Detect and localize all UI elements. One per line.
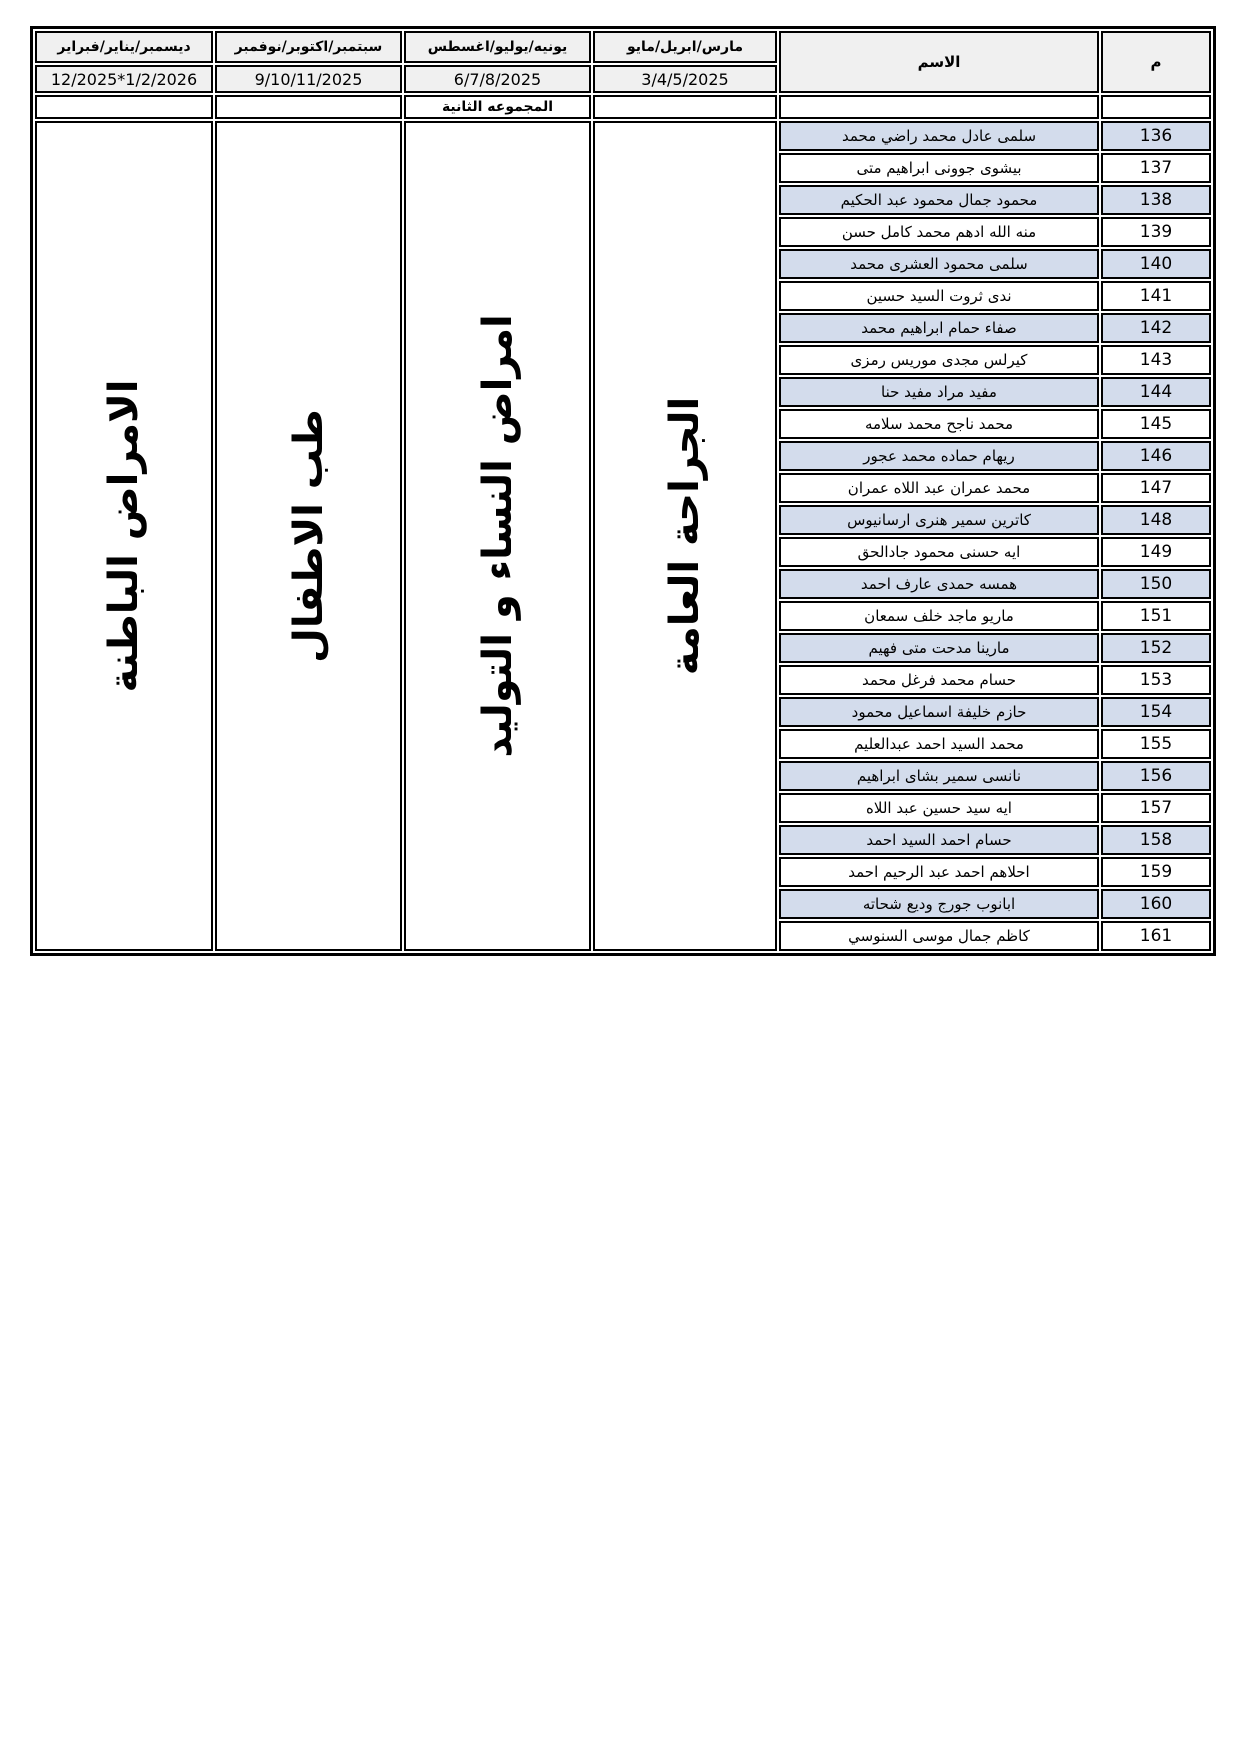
row-number-cell: 139 [1101, 217, 1211, 247]
empty-cell [593, 95, 777, 119]
empty-cell [35, 95, 213, 119]
empty-cell [1101, 95, 1211, 119]
month-header-mar-apr-may: مارس/ابريل/مايو [593, 31, 777, 63]
row-number-cell: 149 [1101, 537, 1211, 567]
department-label-internal-medicine: الامراض الباطنة [101, 379, 147, 693]
serial-column-header: م [1101, 31, 1211, 93]
name-cell: محمد ناجح محمد سلامه [779, 409, 1099, 439]
row-number-cell: 151 [1101, 601, 1211, 631]
name-cell: سلمى عادل محمد راضي محمد [779, 121, 1099, 151]
row-number-cell: 161 [1101, 921, 1211, 951]
department-label-obgyn: امراض النساء و التوليد [474, 314, 521, 758]
row-number-cell: 153 [1101, 665, 1211, 695]
name-cell: صفاء حمام ابراهيم محمد [779, 313, 1099, 343]
row-number-cell: 155 [1101, 729, 1211, 759]
name-cell: همسه حمدى عارف احمد [779, 569, 1099, 599]
department-cell-obgyn [404, 121, 591, 951]
row-number-cell: 137 [1101, 153, 1211, 183]
department-cell-internal-medicine [35, 121, 213, 951]
name-cell: ايه حسنى محمود جادالحق [779, 537, 1099, 567]
name-column-header: الاسم [779, 31, 1099, 93]
row-number-cell: 136 [1101, 121, 1211, 151]
month-header-jun-jul-aug: يونيه/يوليو/اغسطس [404, 31, 591, 63]
header-row-months [35, 31, 1211, 63]
row-number-cell: 142 [1101, 313, 1211, 343]
name-cell: حسام احمد السيد احمد [779, 825, 1099, 855]
department-cell-pediatrics [215, 121, 402, 951]
name-cell: محمد السيد احمد عبدالعليم [779, 729, 1099, 759]
date-range-sep-oct-nov: 9/10/11/2025 [215, 65, 402, 93]
row-number-cell: 150 [1101, 569, 1211, 599]
department-label-general-surgery: الجراحة العامة [662, 396, 708, 676]
row-number-cell: 160 [1101, 889, 1211, 919]
name-cell: احلاهم احمد عبد الرحيم احمد [779, 857, 1099, 887]
row-number-cell: 144 [1101, 377, 1211, 407]
month-header-dec-jan-feb: ديسمبر/يناير/فبراير [35, 31, 213, 63]
name-cell: كيرلس مجدى موريس رمزى [779, 345, 1099, 375]
name-cell: كاظم جمال موسى السنوسي [779, 921, 1099, 951]
table-row [35, 121, 1211, 151]
name-cell: منه الله ادهم محمد كامل حسن [779, 217, 1099, 247]
name-cell: نانسى سمير بشاى ابراهيم [779, 761, 1099, 791]
row-number-cell: 138 [1101, 185, 1211, 215]
date-range-jun-jul-aug: 6/7/8/2025 [404, 65, 591, 93]
row-number-cell: 154 [1101, 697, 1211, 727]
empty-cell [779, 95, 1099, 119]
row-number-cell: 158 [1101, 825, 1211, 855]
duty-roster-table [30, 26, 1216, 956]
name-cell: كاترين سمير هنرى ارسانيوس [779, 505, 1099, 535]
row-number-cell: 140 [1101, 249, 1211, 279]
name-cell: ندى ثروت السيد حسين [779, 281, 1099, 311]
name-cell: سلمى محمود العشرى محمد [779, 249, 1099, 279]
name-cell: مارينا مدحت متى فهيم [779, 633, 1099, 663]
empty-cell [215, 95, 402, 119]
name-cell: محمد عمران عبد اللاه عمران [779, 473, 1099, 503]
name-cell: ايه سيد حسين عبد اللاه [779, 793, 1099, 823]
department-label-pediatrics: طب الاطفال [285, 409, 332, 663]
row-number-cell: 156 [1101, 761, 1211, 791]
row-number-cell: 146 [1101, 441, 1211, 471]
name-cell: ريهام حماده محمد عجور [779, 441, 1099, 471]
row-number-cell: 159 [1101, 857, 1211, 887]
group-label: المجموعه الثانية [404, 95, 591, 119]
name-cell: بيشوى جوونى ابراهيم متى [779, 153, 1099, 183]
name-cell: حازم خليفة اسماعيل محمود [779, 697, 1099, 727]
row-number-cell: 147 [1101, 473, 1211, 503]
group-label-row [35, 95, 1211, 119]
row-number-cell: 143 [1101, 345, 1211, 375]
row-number-cell: 157 [1101, 793, 1211, 823]
name-cell: ابانوب جورج وديع شحاته [779, 889, 1099, 919]
row-number-cell: 148 [1101, 505, 1211, 535]
department-cell-general-surgery [593, 121, 777, 951]
name-cell: حسام محمد فرغل محمد [779, 665, 1099, 695]
month-header-sep-oct-nov: سبتمبر/اكتوبر/نوفمبر [215, 31, 402, 63]
row-number-cell: 145 [1101, 409, 1211, 439]
name-cell: مفيد مراد مفيد حنا [779, 377, 1099, 407]
date-range-mar-apr-may: 3/4/5/2025 [593, 65, 777, 93]
name-cell: محمود جمال محمود عبد الحكيم [779, 185, 1099, 215]
date-range-dec-jan-feb: 12/2025*1/2/2026 [35, 65, 213, 93]
name-cell: ماريو ماجد خلف سمعان [779, 601, 1099, 631]
row-number-cell: 141 [1101, 281, 1211, 311]
row-number-cell: 152 [1101, 633, 1211, 663]
